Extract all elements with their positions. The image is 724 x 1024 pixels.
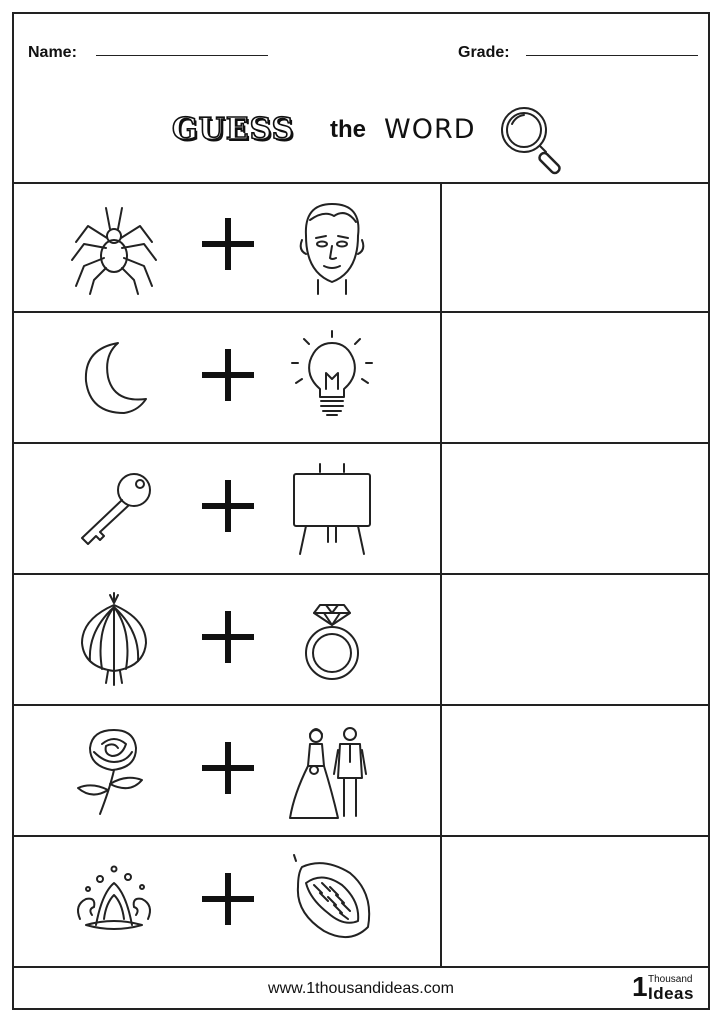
plus-sign	[202, 742, 254, 794]
logo-thousand: Thousand	[648, 974, 693, 985]
puzzle-clues	[14, 575, 442, 704]
grade-field-line[interactable]	[526, 55, 698, 56]
answer-box[interactable]	[442, 313, 708, 442]
lightbulb-icon	[284, 329, 380, 425]
title-guess: GUESS	[172, 112, 295, 147]
magnifying-glass-icon	[496, 102, 576, 182]
answer-box[interactable]	[442, 837, 708, 966]
worksheet-header	[14, 14, 708, 184]
name-label: Name:	[28, 44, 77, 61]
puzzle-row	[14, 182, 708, 313]
plus-sign	[202, 873, 254, 925]
onion-icon	[66, 591, 162, 687]
title-word: WORD	[384, 114, 476, 145]
puzzle-row	[14, 837, 708, 968]
grade-label: Grade:	[458, 44, 510, 61]
spider-icon	[66, 198, 162, 294]
worksheet	[12, 12, 710, 1010]
bride-groom-icon	[284, 722, 380, 818]
name-field-line[interactable]	[96, 55, 268, 56]
plus-sign	[202, 218, 254, 270]
page-title	[166, 102, 586, 174]
easel-board-icon	[284, 460, 380, 556]
splash-icon	[66, 853, 162, 949]
answer-box[interactable]	[442, 182, 708, 311]
puzzle-row	[14, 313, 708, 444]
puzzle-clues	[14, 706, 442, 835]
brand-logo	[632, 972, 696, 1004]
website-url[interactable]: www.1thousandideas.com	[268, 980, 454, 997]
title-the: the	[330, 116, 366, 143]
melon-icon	[284, 853, 380, 949]
ring-icon	[284, 591, 380, 687]
key-icon	[66, 460, 162, 556]
plus-sign	[202, 611, 254, 663]
puzzle-row	[14, 575, 708, 706]
puzzle-clues	[14, 837, 442, 966]
face-icon	[284, 198, 380, 294]
puzzle-clues	[14, 444, 442, 573]
logo-ideas: Ideas	[648, 984, 694, 1003]
logo-one: 1	[632, 971, 648, 1002]
moon-icon	[66, 329, 162, 425]
answer-box[interactable]	[442, 444, 708, 573]
answer-box[interactable]	[442, 575, 708, 704]
puzzle-row	[14, 444, 708, 575]
rose-icon	[66, 722, 162, 818]
plus-sign	[202, 349, 254, 401]
worksheet-footer	[14, 968, 708, 1008]
answer-box[interactable]	[442, 706, 708, 835]
puzzle-clues	[14, 313, 442, 442]
puzzle-row	[14, 706, 708, 837]
puzzle-clues	[14, 182, 442, 311]
plus-sign	[202, 480, 254, 532]
